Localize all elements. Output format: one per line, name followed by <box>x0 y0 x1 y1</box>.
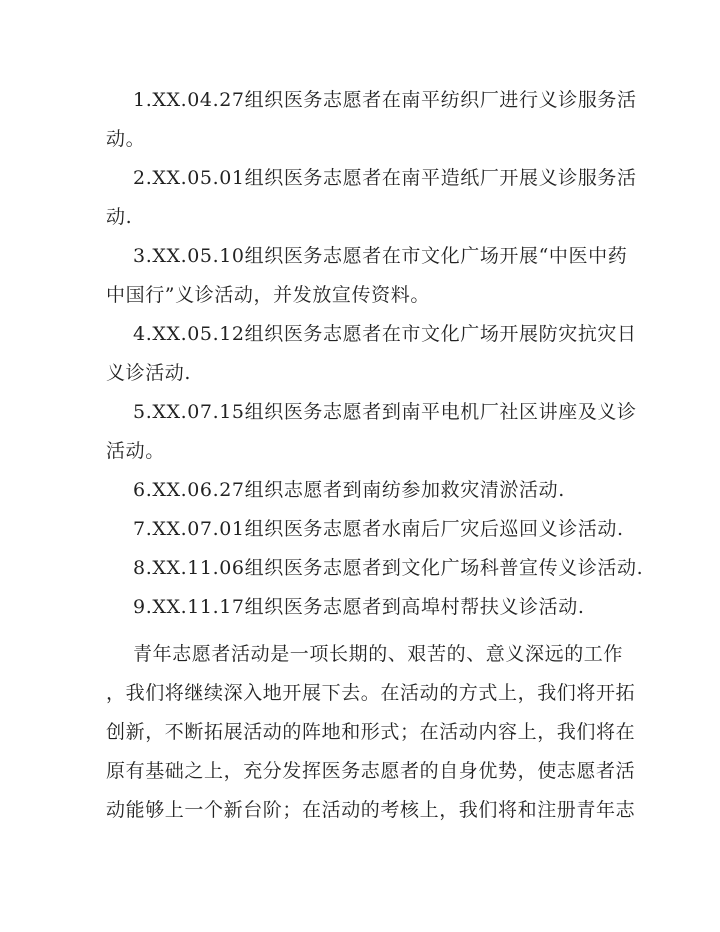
paragraph-line-4: 原有基础之上，充分发挥医务志愿者的自身优势，使志愿者活 <box>106 760 636 782</box>
list-item-9: 9.XX.11.17组织医务志愿者到高埠村帮扶义诊活动. <box>133 596 585 618</box>
list-item-1-line-1: 1.XX.04.27组织医务志愿者在南平纺织厂进行义诊服务活 <box>133 89 637 111</box>
list-item-5-line-2: 活动。 <box>106 440 165 462</box>
paragraph-line-1: 青年志愿者活动是一项长期的、艰苦的、意义深远的工作 <box>133 643 624 665</box>
list-item-8: 8.XX.11.06组织医务志愿者到文化广场科普宣传义诊活动. <box>133 557 644 579</box>
list-item-2-line-2: 动. <box>106 206 133 228</box>
list-item-2-line-1: 2.XX.05.01组织医务志愿者在南平造纸厂开展义诊服务活 <box>133 167 637 189</box>
list-item-3-line-1: 3.XX.05.10组织医务志愿者在市文化广场开展“中医中药 <box>133 245 628 267</box>
paragraph-line-2: ，我们将继续深入地开展下去。在活动的方式上，我们将开拓 <box>106 682 636 704</box>
list-item-4-line-1: 4.XX.05.12组织医务志愿者在市文化广场开展防灾抗灾日 <box>133 323 637 345</box>
paragraph-line-5: 动能够上一个新台阶；在活动的考核上，我们将和注册青年志 <box>106 799 636 821</box>
list-item-4-line-2: 义诊活动. <box>106 362 192 384</box>
list-item-6: 6.XX.06.27组织志愿者到南纺参加救灾清淤活动. <box>133 479 565 501</box>
list-item-1-line-2: 动。 <box>106 128 146 150</box>
list-item-5-line-1: 5.XX.07.15组织医务志愿者到南平电机厂社区讲座及义诊 <box>133 401 637 423</box>
paragraph-line-3: 创新，不断拓展活动的阵地和形式；在活动内容上，我们将在 <box>106 721 636 743</box>
list-item-3-line-2: 中国行”义诊活动，并发放宣传资料。 <box>106 284 430 306</box>
list-item-7: 7.XX.07.01组织医务志愿者水南后厂灾后巡回义诊活动. <box>133 518 624 540</box>
